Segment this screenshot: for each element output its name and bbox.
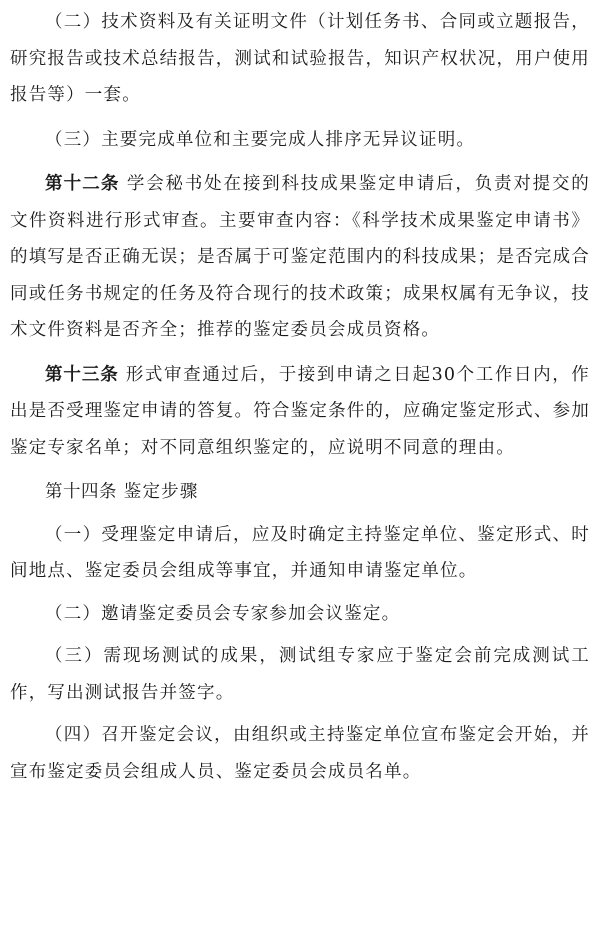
paragraph-ranking-certificate: [10, 122, 590, 159]
step-2: [10, 596, 590, 633]
article-13-label: 第十三条: [45, 364, 119, 385]
paragraph-text: （二）技术资料及有关证明文件（计划任务书、合同或立题报告，研究报告或技术总结报告，测试和试验报告，知识产权状况，用户使用报告等）一套。: [10, 12, 590, 105]
step-text: （四）召开鉴定会议，由组织或主持鉴定单位宣布鉴定会开始，并宣布鉴定委员会组成人员、鉴定委员会成员名单。: [10, 725, 590, 782]
paragraph-technical-documents: [10, 4, 590, 114]
article-13-text: 形式审查通过后，于接到申请之日起30个工作日内，作出是否受理鉴定申请的答复。符合鉴定条件的，应确定鉴定形式、参加鉴定专家名单；对不同意组织鉴定的，应说明不同意的理由。: [10, 364, 590, 458]
article-12-text: 学会秘书处在接到科技成果鉴定申请后，负责对提交的文件资料进行形式审查。主要审查内容：《科学技术成果鉴定申请书》的填写是否正确无误；是否属于可鉴定范围内的科技成果；是否完成合同或任务书规定的任务及符合现行的技术政策；成果权属有无争议，技术文件资料是否齐全；推荐的鉴定委员会成员资格。: [10, 174, 591, 340]
step-text: （三）需现场测试的成果，测试组专家应于鉴定会前完成测试工作，写出测试报告并签字。: [10, 646, 590, 703]
article-14-text: 鉴定步骤: [117, 482, 199, 502]
article-13: [10, 357, 590, 467]
article-12: [10, 166, 590, 349]
paragraph-text: （三）主要完成单位和主要完成人排序无异议证明。: [45, 129, 476, 150]
step-1: [10, 517, 590, 590]
step-3: [10, 638, 590, 711]
article-12-label: 第十二条: [45, 174, 120, 194]
step-text: （二）邀请鉴定委员会专家参加会议鉴定。: [45, 603, 401, 624]
article-14-label: 第十四条: [45, 482, 117, 502]
step-text: （一）受理鉴定申请后，应及时确定主持鉴定单位、鉴定形式、时间地点、鉴定委员会组成等事宜，并通知申请鉴定单位。: [10, 524, 590, 581]
article-14: [10, 474, 590, 511]
step-4: [10, 717, 590, 790]
